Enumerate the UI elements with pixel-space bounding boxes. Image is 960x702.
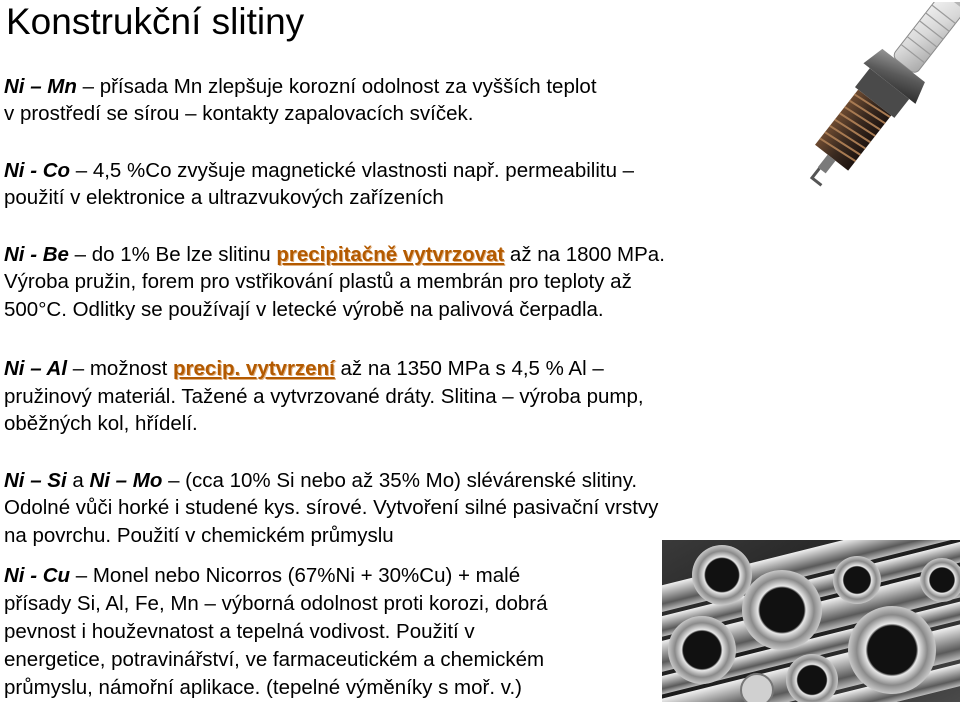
alloy-ni: Ni [4, 75, 25, 98]
text: a [66, 469, 90, 492]
paragraph-ni-al-line3: oběžných kol, hřídelí. [4, 412, 198, 435]
paragraph-ni-cu-line3: pevnost i houževnatost a tepelná vodivost. Použití v [4, 620, 475, 643]
paragraph-ni-mn-line2: v prostředí se sírou – kontakty zapalovacích svíček. [4, 102, 474, 125]
alloy-ni-be: Ni - Be [4, 243, 69, 266]
paragraph-ni-co-line2: použití v elektronice a ultrazvukových zařízeních [4, 186, 444, 209]
paragraph-ni-si-mo-line2: Odolné vůči horké i studené kys. sírové. Vytvoření silné pasivační vrstvy [4, 496, 659, 519]
text: – 4,5 %Co zvyšuje magnetické vlastnosti např. permeabilitu – [70, 159, 635, 182]
alloy-ni-cu: Ni - Cu [4, 564, 71, 587]
paragraph-ni-si-mo-line3: na povrchu. Použití v chemickém průmyslu [4, 524, 394, 547]
text: – (cca 10% Si nebo až 35% Mo) slévárenské slitiny. [162, 469, 638, 492]
page-title: Konstrukční slitiny [6, 1, 305, 42]
precipitation-hardening-link[interactable]: precipitačně vytvrzovat [276, 243, 505, 266]
paragraph-ni-al-line1 [4, 356, 604, 382]
text: – možnost [67, 357, 174, 380]
alloy-dash: – [24, 75, 48, 98]
alloy-ni-si: Ni – Si [4, 469, 67, 492]
text: – Monel nebo Nicorros (67%Ni + 30%Cu) + malé [70, 564, 521, 587]
alloy-ni-co: Ni - Co [4, 159, 71, 182]
alloy-ni-al: Ni – Al [4, 357, 68, 380]
paragraph-ni-cu-line5: průmyslu, námořní aplikace. (tepelné výměníky s moř. v.) [4, 676, 522, 699]
paragraph-ni-al-line2: pružinový materiál. Tažené a vytvrzované dráty. Slitina – výroba pump, [4, 385, 644, 408]
paragraph-ni-co-line1 [4, 158, 634, 184]
paragraph-ni-cu-line2: přísady Si, Al, Fe, Mn – výborná odolnost proti korozi, dobrá [4, 592, 548, 615]
paragraph-ni-si-mo-line1 [4, 468, 637, 494]
text: až na 1350 MPa s 4,5 % Al – [334, 357, 604, 380]
metal-pipes-image [662, 540, 960, 702]
paragraph-ni-cu-line4: energetice, potravinářství, ve farmaceutickém a chemickém [4, 648, 545, 671]
text: – přísada Mn zlepšuje korozní odolnost za vyšších teplot [76, 75, 597, 98]
paragraph-ni-be-line1 [4, 242, 665, 268]
alloy-ni-mo: Ni – Mo [89, 469, 163, 492]
paragraph-ni-be-line3: 500°C. Odlitky se používají v letecké výrobě na palivová čerpadla. [4, 298, 604, 321]
spark-plug-image [784, 2, 960, 192]
paragraph-ni-cu-line1 [4, 563, 520, 589]
paragraph-ni-mn-line1 [4, 74, 597, 100]
text: až na 1800 MPa. [504, 243, 665, 266]
alloy-mn: Mn [47, 75, 77, 98]
paragraph-ni-be-line2: Výroba pružin, forem pro vstřikování plastů a membrán pro teploty až [4, 270, 632, 293]
text: – do 1% Be lze slitinu [68, 243, 277, 266]
precip-hardening-link[interactable]: precip. vytvrzení [173, 357, 335, 380]
